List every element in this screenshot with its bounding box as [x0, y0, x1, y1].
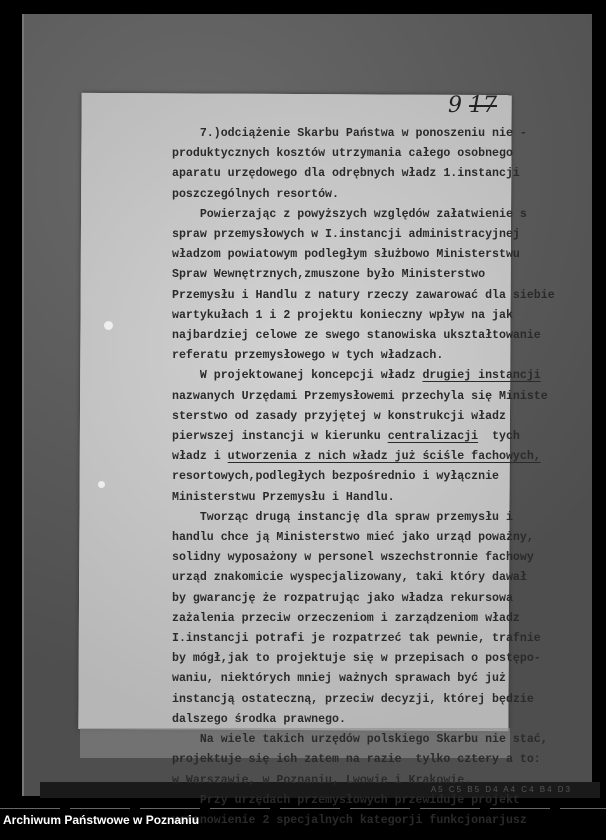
text-line [172, 185, 522, 205]
line-text: projektuje się ich zatem na razie tylko cztery a to: [172, 753, 541, 767]
text-line [172, 629, 541, 649]
line-text: handlu chce ją Ministerstwo mieć jako urząd poważny, [172, 531, 534, 545]
text-line [172, 730, 548, 750]
text-line [172, 690, 534, 710]
text-line [172, 488, 522, 508]
line-text: waniu, niektórych mniej ważnych sprawach być już [172, 672, 506, 686]
line-text: aparatu urzędowego dla odrębnych władz 1.instancji [172, 167, 520, 181]
line-text: instancją ostateczną, przeciw decyzji, której będzie [172, 692, 534, 706]
text-line [172, 427, 522, 447]
text-line [172, 265, 522, 285]
text-line [172, 346, 522, 366]
line-text: Na wiele takich urzędów polskiego Skarbu nie stać, [172, 733, 548, 747]
text-line [172, 366, 541, 386]
text-line [172, 548, 534, 568]
line-text: Ministerstwu Przemysłu i Handlu. [172, 490, 395, 504]
line-text: by gwarancję że rozpatrując jako władza rekursowa [172, 591, 513, 605]
line-text: władzom powiatowym podległym służbowo Ministerstwu [172, 248, 520, 262]
divider [0, 808, 606, 809]
line-text: nazwanych Urzędami Przemysłowemi przechyla się Ministe [172, 389, 548, 403]
line-text: Przy urzędach przemysłowych przewiduje projekt [172, 793, 520, 807]
typewritten-text [172, 124, 555, 831]
text-line [172, 508, 522, 528]
line-text: władz i [172, 450, 228, 464]
line-text: referatu przemysłowego w tych władzach. [172, 349, 444, 363]
line-text: dalszego środka prawnego. [172, 712, 346, 726]
line-text: w Warszawie, w Poznaniu, Lwowie i Krakowie. [172, 773, 472, 787]
line-text: resortowych,podległych bezpośrednio i wyłącznie [172, 470, 499, 484]
film-size-marks: A5 C5 B5 D4 A4 C4 B4 D3 [430, 785, 572, 794]
line-text: Powierzając z powyższych względów załatwienie s [172, 207, 527, 221]
line-text: tych [478, 430, 520, 444]
text-line [172, 225, 522, 245]
text-line [172, 447, 541, 467]
line-text: zażalenia przeciw orzeczeniom i zarządzeniom władz [172, 611, 520, 625]
text-line [172, 589, 522, 609]
line-text: ustanowienie 2 specjalnych kategorji funkcjonarjusz [172, 813, 527, 827]
text-line [172, 164, 522, 184]
line-text: najbardziej celowe ze swego stanowiska ukształtowanie [172, 329, 541, 343]
punch-hole [98, 481, 105, 488]
text-line [172, 245, 522, 265]
punch-hole [104, 321, 113, 330]
line-text: W projektowanej koncepcji władz [172, 369, 423, 383]
line-text: wartykułach 1 i 2 projektu konieczny wpływ na jak [172, 308, 513, 322]
text-line [172, 467, 522, 487]
text-line [172, 669, 522, 689]
line-text: Tworząc drugą instancję dla spraw przemysłu i [172, 510, 513, 524]
text-line [172, 124, 527, 144]
text-line [172, 771, 522, 791]
text-line [172, 286, 555, 306]
text-line [172, 528, 534, 548]
line-text: spraw przemysłowych w I.instancji administracyjnej [172, 228, 520, 242]
line-text: Spraw Wewnętrznych,zmuszone było Ministerstwo [172, 268, 486, 282]
folio-current: 9 [448, 93, 462, 118]
text-line [172, 649, 541, 669]
text-line [172, 811, 527, 831]
text-line [172, 750, 541, 770]
folio-number [448, 94, 497, 118]
text-line [172, 387, 548, 407]
underlined-text: utworzenia z nich władz już ściśle fachowych, [227, 450, 541, 464]
folio-struck: 17 [469, 93, 497, 118]
text-line [172, 306, 522, 326]
line-text: poszczególnych resortów. [172, 187, 339, 201]
line-text: pierwszej instancji w kierunku [172, 430, 388, 444]
line-text: 7.)odciążenie Skarbu Państwa w ponoszeniu nie - [172, 127, 527, 140]
line-text: by mógł,jak to projektuje się w przepisach o postępo- [172, 652, 541, 666]
text-line [172, 326, 541, 346]
archive-caption: Archiwum Państwowe w Poznaniu [3, 813, 200, 827]
text-line [172, 710, 522, 730]
line-text: Przemysłu i Handlu z natury rzeczy zawarować dla siebie [172, 288, 555, 302]
line-text: produktycznych kosztów utrzymania całego osobnego [172, 147, 513, 161]
underlined-text: drugiej instancji [422, 369, 541, 383]
text-line [172, 609, 522, 629]
line-text: urząd znakomicie wyspecjalizowany, taki który dawał [172, 571, 527, 585]
text-line [172, 568, 527, 588]
text-line [172, 144, 522, 164]
line-text: sterstwo od zasady przyjętej w konstrukcji władz [172, 409, 506, 423]
text-line [172, 407, 522, 427]
line-text: I.instancji potrafi je rozpatrzeć tak pewnie, trafnie [172, 632, 541, 646]
text-line [172, 205, 527, 225]
line-text: solidny wyposażony w personel wszechstronnie fachowy [172, 551, 534, 565]
underlined-text: centralizacji [387, 430, 479, 444]
